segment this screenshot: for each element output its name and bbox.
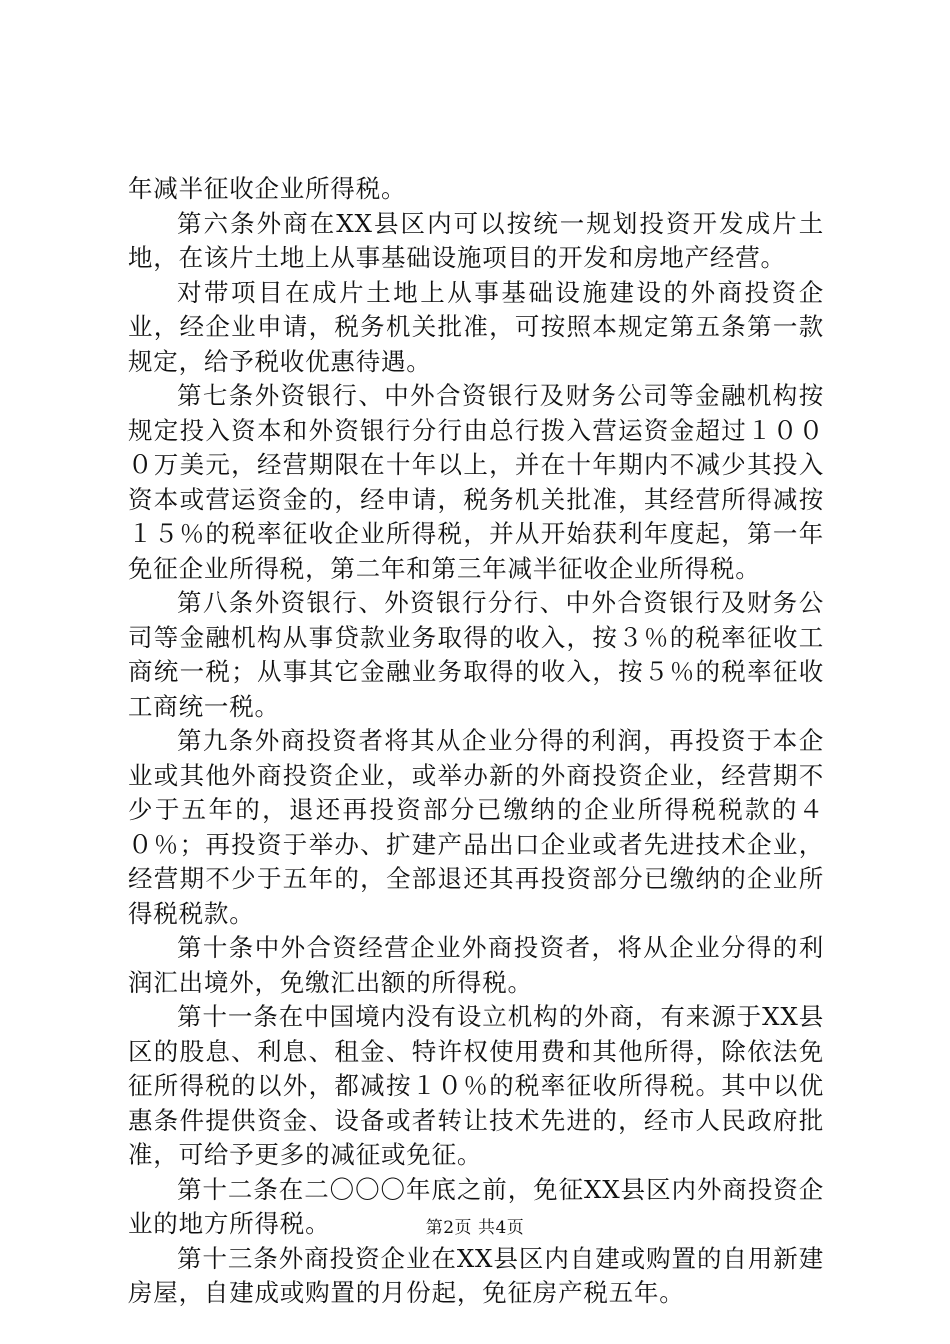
- paragraph-article-12: 第十二条在二〇〇〇年底之前，免征XX县区内外商投资企业的地方所得税。: [128, 1174, 824, 1238]
- document-body: [128, 172, 824, 1311]
- paragraph-article-6: 第六条外商在XX县区内可以按统一规划投资开发成片土地，在该片土地上从事基础设施项目的开发和房地产经营。: [128, 208, 824, 272]
- page-number-footer: 第2页 共4页: [425, 1218, 525, 1238]
- paragraph-continued: 年减半征收企业所得税。: [128, 174, 407, 203]
- paragraph-article-7: 第七条外资银行、中外合资银行及财务公司等金融机构按规定投入资本和外资银行分行由总行拨入营运资金超过１０００万美元，经营期限在十年以上，并在十年期内不减少其投入资本或营运资金的，经申请，税务机关批准，其经营所得减按１５％的税率征收企业所得税，并从开始获利年度起，第一年免征企业所得税，第二年和第三年减半征收企业所得税。: [128, 381, 824, 583]
- paragraph-article-9: 第九条外商投资者将其从企业分得的利润，再投资于本企业或其他外商投资企业，或举办新的外商投资企业，经营期不少于五年的，退还再投资部分已缴纳的企业所得税税款的４０％；再投资于举办、扩建产品出口企业或者先进技术企业，经营期不少于五年的，全部退还其再投资部分已缴纳的企业所得税税款。: [128, 726, 824, 928]
- paragraph-article-11: 第十一条在中国境内没有设立机构的外商，有来源于XX县区的股息、利息、租金、特许权使用费和其他所得，除依法免征所得税的以外，都减按１０％的税率征收所得税。其中以优惠条件提供资金、设备或者转让技术先进的，经市人民政府批准，可给予更多的减征或免征。: [128, 1002, 824, 1169]
- paragraph-article-10: 第十条中外合资经营企业外商投资者，将从企业分得的利润汇出境外，免缴汇出额的所得税。: [128, 933, 824, 997]
- paragraph-article-6-clause: 对带项目在成片土地上从事基础设施建设的外商投资企业，经企业申请，税务机关批准，可按照本规定第五条第一款规定，给予税收优惠待遇。: [128, 277, 824, 376]
- paragraph-article-13: 第十三条外商投资企业在XX县区内自建或购置的自用新建房屋，自建成或购置的月份起，免征房产税五年。: [128, 1243, 824, 1307]
- paragraph-article-8: 第八条外资银行、外资银行分行、中外合资银行及财务公司等金融机构从事贷款业务取得的收入，按３％的税率征收工商统一税；从事其它金融业务取得的收入，按５％的税率征收工商统一税。: [128, 588, 824, 721]
